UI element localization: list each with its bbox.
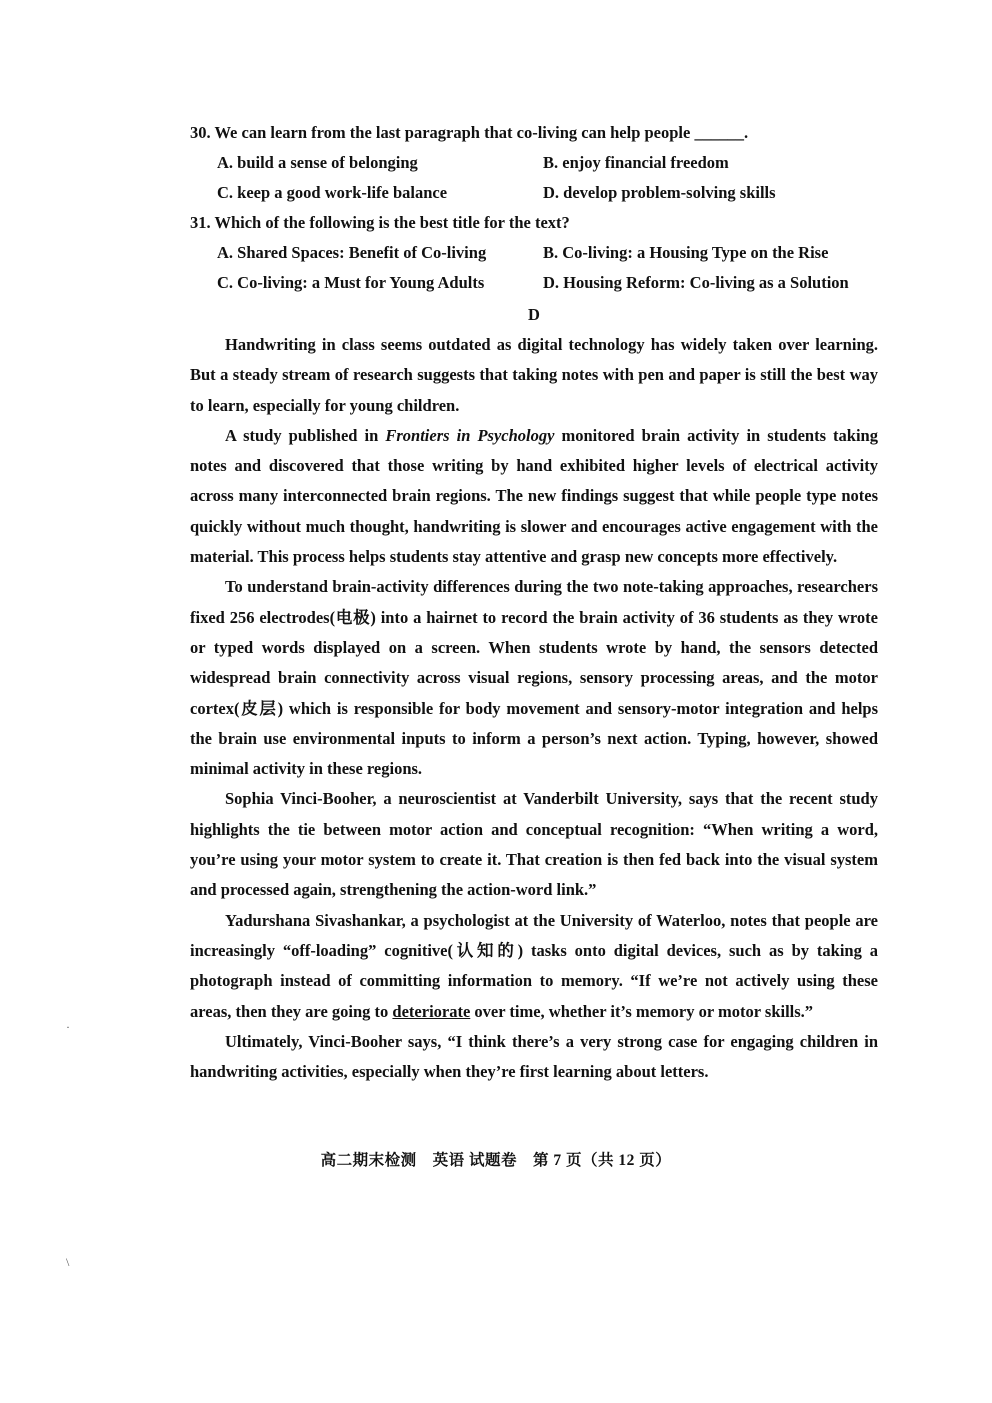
page-footer: 高二期末检测 英语 试题卷 第 7 页（共 12 页） xyxy=(320,1152,672,1169)
journal-title: Frontiers in Psychology xyxy=(385,425,555,445)
question-30-stem: 30. We can learn from the last paragraph that co-living can help people ______. xyxy=(190,123,749,142)
q31-option-d: D. Housing Reform: Co-living as a Solution xyxy=(543,273,849,292)
question-31-stem: 31. Which of the following is the best title for the text? xyxy=(190,213,570,232)
passage-paragraph-6: Ultimately, Vinci-Booher says, “I think there’s a very strong case for engaging children in handwriting activities, especially when they’re first learning about letters. xyxy=(190,1031,878,1082)
question-30-options xyxy=(190,148,878,208)
paragraph-2-text-end: monitored brain activity in students taking notes and discovered that those writing by hand exhibited higher levels of electrical activity across many interconnected brain regions. The new findings suggest that while people type notes quickly without much thought, handwriting is slower and encourages active engagement with the material. This process helps students stay attentive and grasp new concepts more effectively. xyxy=(190,425,878,567)
q31-option-c: C. Co-living: a Must for Young Adults xyxy=(217,273,485,292)
paragraph-5-text-start: Yadurshana Sivashankar, a psychologist at the University of Waterloo, notes that people are increasingly “off-loading” cognitive(认知的) tasks onto digital devices, such as by taking a photograph instead of committing information to memory. “If we’re not actively using these areas, then they are going to xyxy=(190,910,878,1021)
q30-option-c: C. keep a good work-life balance xyxy=(217,183,448,202)
q30-option-b: B. enjoy financial freedom xyxy=(543,153,729,172)
question-31-options xyxy=(190,238,878,298)
passage-paragraph-4: Sophia Vinci-Booher, a neuroscientist at Vanderbilt University, says that the recent study highlights the tie between motor action and conceptual recognition: “When writing a word, you’re using your motor system to create it. That creation is then fed back into the visual system and processed again, strengthening the action-word link.” xyxy=(190,789,878,900)
passage-paragraph-3: To understand brain-activity differences during the two note-taking approaches, researchers fixed 256 electrodes(电极) into a hairnet to record the brain activity of 36 students as they wrote or typed words displayed on a screen. When students wrote by hand, the sensors detected widespread brain connectivity across visual regions, sensory processing areas, and the motor cortex(皮层) which is responsible for body movement and sensory-motor integration and helps the brain use environmental inputs to inform a person’s next action. Typing, however, showed minimal activity in these regions. xyxy=(190,577,878,779)
underlined-word: deteriorate xyxy=(392,1001,471,1021)
section-label: D xyxy=(528,305,540,324)
scan-mark: \ xyxy=(66,1255,70,1269)
q31-option-a: A. Shared Spaces: Benefit of Co-living xyxy=(217,243,487,262)
scan-speck: · xyxy=(66,1020,70,1034)
q31-option-b: B. Co-living: a Housing Type on the Rise xyxy=(543,243,829,262)
paragraph-5-text-end: over time, whether it’s memory or motor skills.” xyxy=(470,1001,814,1021)
paragraph-2-text-start: A study published in xyxy=(225,425,386,445)
q30-option-d: D. develop problem-solving skills xyxy=(543,183,776,202)
passage-paragraph-5 xyxy=(190,906,878,1027)
passage-paragraph-2 xyxy=(190,421,878,572)
exam-page xyxy=(190,118,878,1087)
q30-option-a: A. build a sense of belonging xyxy=(217,153,418,172)
passage-paragraph-1: Handwriting in class seems outdated as digital technology has widely taken over learning. But a steady stream of research suggests that taking notes with pen and paper is still the best way to learn, especially for young children. xyxy=(190,335,878,415)
